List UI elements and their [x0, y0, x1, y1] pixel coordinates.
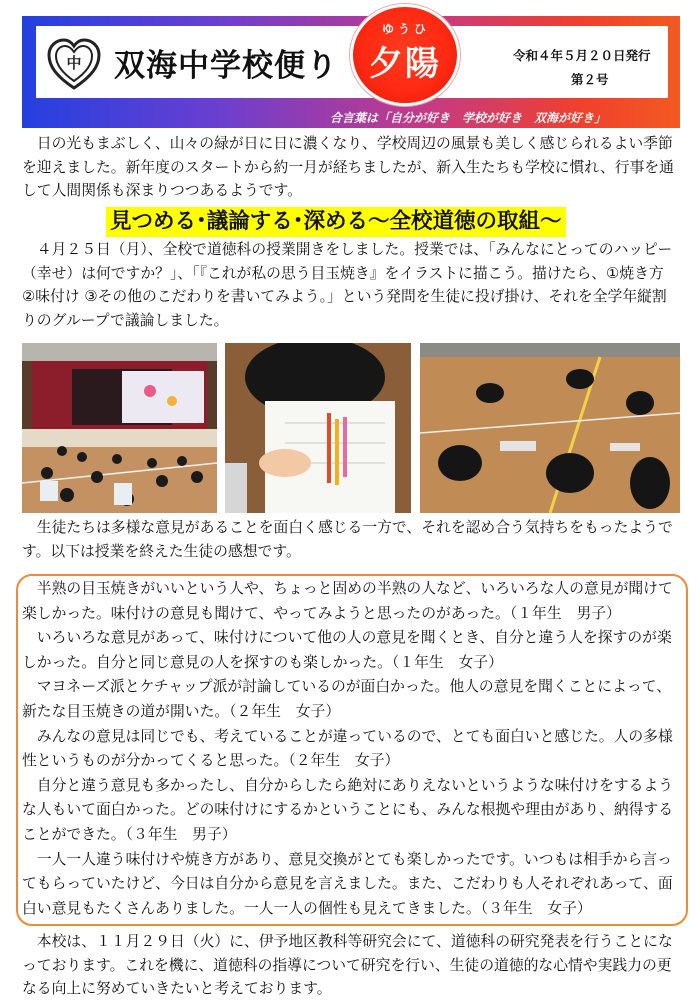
school-motto: 合言葉は「自分が好き 学校が好き 双海が好き」	[330, 111, 607, 125]
impression-item: マヨネーズ派とケチャップ派が討論しているのが面白かった。他人の意見を聞くことによって、新たな目玉焼きの道が開いた。（２年生 女子）	[22, 678, 671, 720]
svg-text:中: 中	[66, 54, 82, 72]
issue-number: 第２号	[571, 72, 609, 87]
title-furigana: ゆうひ	[381, 22, 430, 36]
closing-paragraph	[22, 930, 680, 1001]
impression-item: みんなの意見は同じでも、考えていることが違っているので、とても面白いと感じた。人の多様性というものが分かってくると思った。（２年生 女子）	[22, 727, 673, 770]
impression-item: いろいろな意見があって、味付けについて他の人の意見を聞くとき、自分と違う人を探すのが楽しかった。自分と同じ意見の人を探すのも楽しかった。（１年生 女子）	[22, 629, 672, 671]
photo-group-discussion	[420, 343, 680, 513]
section-heading: 見つめる･議論する･深める～全校道徳の取組～	[106, 207, 566, 237]
impression-item: 一人一人違う味付けや焼き方があり、意見交換がとても楽しかったです。いつもは相手から言ってもらっていたけど、今日は自分から意見を言えました。また、こだわりも人それぞれあって、面白い意見もたくさんありました。一人一人の個性も見えてきました。（３年生 女子）	[22, 850, 673, 917]
lesson-text: ４月２５日（月）、全校で道徳科の授業開きをしました。授業では、「みんなにとってのハッピー（幸せ）は何ですか？」、「『これが私の思う目玉焼き』をイラストに描こう。描けたら、①焼き方 ②味付け ③その他のこだわりを書いてみよう。」という発問を生徒に投げ掛け、それを全学年縦割りのグループで議論しました。	[22, 241, 673, 329]
lesson-paragraph	[22, 238, 680, 332]
intro-paragraph	[22, 132, 680, 203]
closing-text: 本校は、１１月２９日（火）に、伊予地区教科等研究会にて、道徳科の研究発表を行うことになっております。これを機に、道徳科の指導について研究を行い、生徒の道徳的な心情や実践力の更なる向上に努めていきたいと考えております。	[22, 933, 673, 997]
impression-item: 半熟の目玉焼きがいいという人や、ちょっと固めの半熟の人など、いろいろな人の意見が聞けて楽しかった。味付けの意見も聞けて、やってみようと思ったのがあった。（１年生 男子）	[22, 580, 673, 622]
reflection-text: 生徒たちは多様な意見があることを面白く感じる一方で、それを認め合う気持ちをもったようです。以下は授業を終えた生徒の感想です。	[22, 519, 673, 560]
school-newsletter-title: 双海中学校便り	[114, 48, 338, 84]
reflection-paragraph	[22, 516, 680, 563]
intro-text: 日の光もまぶしく、山々の緑が日に日に濃くなり、学校周辺の風景も美しく感じられるよい季節を迎えました。新年度のスタートから約一月が経ちましたが、新入生たちも学校に慣れ、行事を通して人間関係も深まりつつあるようです。	[22, 135, 674, 199]
issue-date: 令和４年５月２０日発行	[513, 48, 651, 63]
school-logo-icon	[46, 36, 102, 92]
newsletter-title: 夕陽	[369, 44, 441, 84]
impressions-list	[22, 577, 680, 921]
impression-item: 自分と違う意見も多かったし、自分からしたら絶対にありえないというような味付けをするような人もいて面白かった。どの味付けにするかということにも、みんな根拠や理由があり、納得することができた。（３年生 男子）	[22, 776, 674, 843]
photo-student-drawing	[225, 343, 411, 513]
photo-gymnasium-stage	[22, 343, 217, 513]
